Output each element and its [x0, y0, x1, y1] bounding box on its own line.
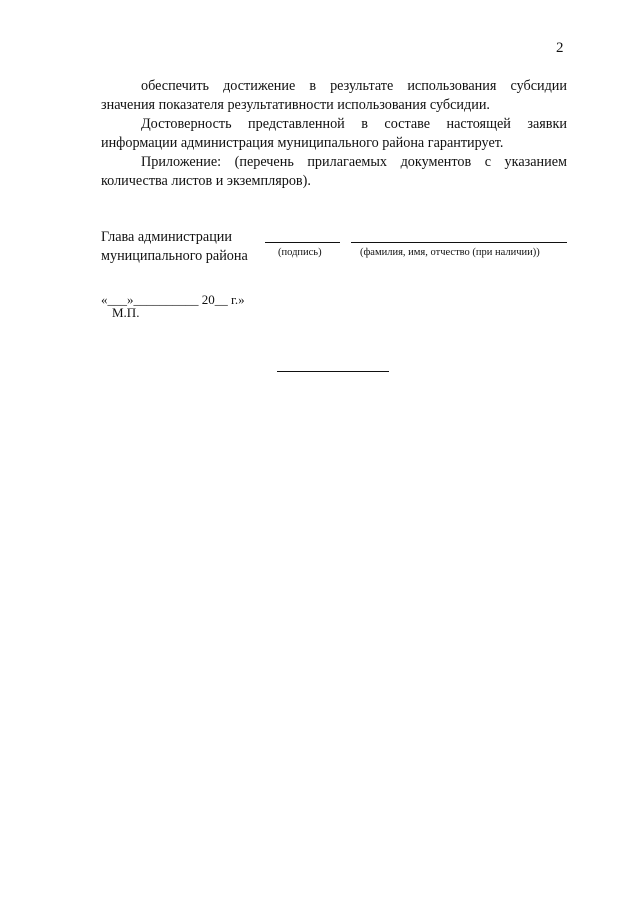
signatory-title [101, 228, 271, 266]
signature-line [265, 242, 340, 243]
paragraph-1: обеспечить достижение в результате использования субсидии значения показателя результативности использования субсидии. [101, 78, 567, 113]
signatory-title-line-1: Глава администрации [101, 229, 232, 245]
signatory-title-line-2: муниципального района [101, 248, 248, 264]
stamp-mark: М.П. [112, 305, 140, 320]
name-line [351, 242, 567, 243]
signature-block [101, 228, 571, 268]
name-caption: (фамилия, имя, отчество (при наличии)) [360, 247, 540, 258]
end-rule [277, 371, 389, 372]
paragraph-2: Достоверность представленной в составе настоящей заявки информации администрация муниципального района гарантирует. [101, 116, 567, 151]
date-line: «___»__________ 20__ г.» [101, 292, 245, 307]
page-number: 2 [556, 40, 564, 56]
signature-caption: (подпись) [278, 247, 322, 258]
paragraph-3: Приложение: (перечень прилагаемых документов с указанием количества листов и экземпляров). [101, 154, 567, 189]
